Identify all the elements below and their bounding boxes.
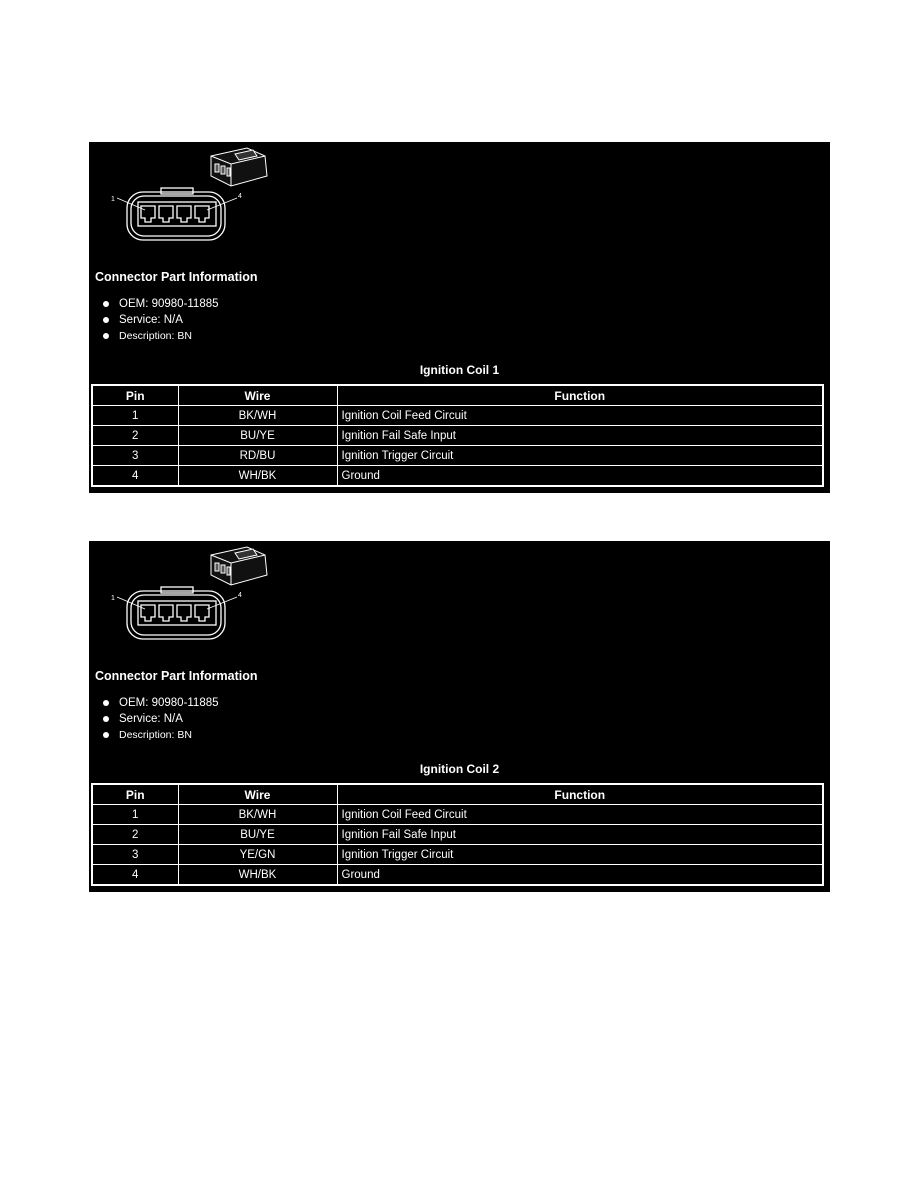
column-header-pin: Pin [92, 784, 178, 805]
pin-cell: 4 [92, 865, 178, 886]
function-cell: Ignition Fail Safe Input [337, 825, 823, 845]
connector-panel-2 [89, 541, 830, 892]
part-info-service: Service: N/A [103, 312, 219, 328]
pinout-table [91, 783, 824, 886]
connector-diagram [107, 545, 272, 645]
pin-cell: 1 [92, 805, 178, 825]
pin-cell: 2 [92, 825, 178, 845]
function-cell: Ignition Coil Feed Circuit [337, 406, 823, 426]
connector-face-icon [117, 188, 237, 240]
table-header-row [92, 385, 823, 406]
pin-label-left: 1 [111, 595, 115, 602]
table-row [92, 825, 823, 845]
pin-label-left: 1 [111, 196, 115, 203]
wire-cell: BU/YE [178, 825, 337, 845]
pin-label-right: 4 [238, 193, 242, 200]
column-header-wire: Wire [178, 784, 337, 805]
connector-face-icon [117, 587, 237, 639]
part-info-description: Description: BN [103, 328, 219, 344]
pin-cell: 2 [92, 426, 178, 446]
part-info-oem: OEM: 90980-11885 [103, 296, 219, 312]
table-title: Ignition Coil 2 [419, 762, 500, 776]
function-cell: Ground [337, 466, 823, 487]
pin-cell: 1 [92, 406, 178, 426]
column-header-function: Function [337, 385, 823, 406]
function-cell: Ignition Trigger Circuit [337, 446, 823, 466]
function-cell: Ignition Trigger Circuit [337, 845, 823, 865]
column-header-function: Function [337, 784, 823, 805]
wire-cell: WH/BK [178, 466, 337, 487]
table-header-row [92, 784, 823, 805]
pin-cell: 3 [92, 446, 178, 466]
pin-cell: 4 [92, 466, 178, 487]
part-info-heading: Connector Part Information [95, 270, 258, 284]
pin-label-right: 4 [238, 592, 242, 599]
part-info-description: Description: BN [103, 727, 219, 743]
function-cell: Ignition Fail Safe Input [337, 426, 823, 446]
connector-diagram [107, 146, 272, 246]
table-row [92, 446, 823, 466]
connector-3d-icon [211, 547, 267, 585]
wire-cell: BU/YE [178, 426, 337, 446]
table-row [92, 865, 823, 886]
wire-cell: WH/BK [178, 865, 337, 886]
part-info-heading: Connector Part Information [95, 669, 258, 683]
part-info-list [103, 695, 219, 743]
connector-3d-icon [211, 148, 267, 186]
wire-cell: YE/GN [178, 845, 337, 865]
table-row [92, 805, 823, 825]
column-header-wire: Wire [178, 385, 337, 406]
table-row [92, 406, 823, 426]
part-info-list [103, 296, 219, 344]
table-row [92, 845, 823, 865]
wire-cell: BK/WH [178, 805, 337, 825]
table-row [92, 426, 823, 446]
part-info-service: Service: N/A [103, 711, 219, 727]
function-cell: Ground [337, 865, 823, 886]
connector-panel-1 [89, 142, 830, 493]
wire-cell: BK/WH [178, 406, 337, 426]
function-cell: Ignition Coil Feed Circuit [337, 805, 823, 825]
column-header-pin: Pin [92, 385, 178, 406]
table-row [92, 466, 823, 487]
table-title: Ignition Coil 1 [419, 363, 500, 377]
pin-cell: 3 [92, 845, 178, 865]
pinout-table [91, 384, 824, 487]
part-info-oem: OEM: 90980-11885 [103, 695, 219, 711]
wire-cell: RD/BU [178, 446, 337, 466]
